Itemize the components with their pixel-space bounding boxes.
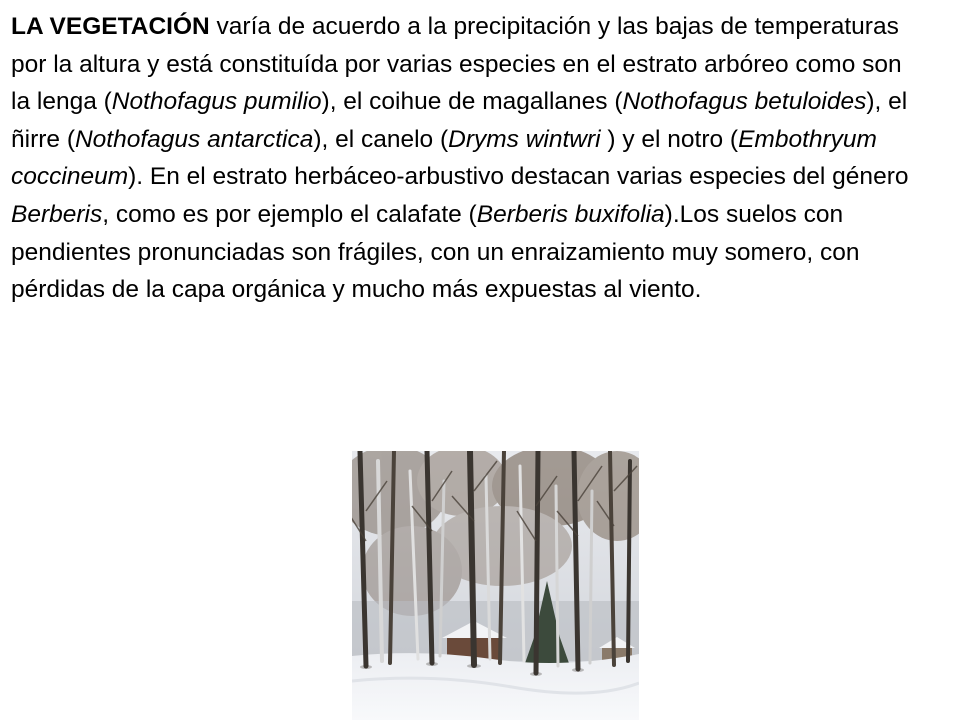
genus-berberis: Berberis: [11, 200, 103, 228]
snow-ground: [352, 653, 639, 720]
species-coihue: Nothofagus betuloides: [622, 88, 867, 116]
species-nirre: Nothofagus antarctica: [74, 125, 314, 153]
paragraph-heading: LA VEGETACIÓN: [11, 13, 210, 40]
snowy-forest-photo: [352, 451, 639, 720]
seg-2: ), el coihue de magallanes (: [321, 88, 623, 116]
seg-8: ) y el notro (: [600, 125, 739, 153]
species-calafate: Berberis buxifolia: [476, 200, 665, 228]
seg-6: ), el canelo (: [313, 125, 449, 153]
seg-0: varía de acuerdo a la precipitación y las bajas de temperaturas por la altura y está constituída por varias especies en el estrato arbóreo como son la lenga (: [11, 13, 902, 116]
species-canelo: Dryms wintwri: [448, 125, 601, 153]
seg-4: ), el ñirre (: [11, 88, 908, 153]
seg-14: ).Los suelos con pendientes pronunciadas son frágiles, con un enraizamiento muy somero, con pérdidas de la capa orgánica y mucho más expuestas al viento.: [11, 200, 860, 304]
species-notro: Embothryum coccineum: [11, 125, 877, 191]
seg-12: , como es por ejemplo el calafate (: [102, 200, 477, 228]
species-lenga: Nothofagus pumilio: [111, 88, 322, 116]
vegetation-paragraph: [11, 8, 921, 309]
seg-10: ). En el estrato herbáceo-arbustivo destacan varias especies del género: [128, 163, 909, 191]
